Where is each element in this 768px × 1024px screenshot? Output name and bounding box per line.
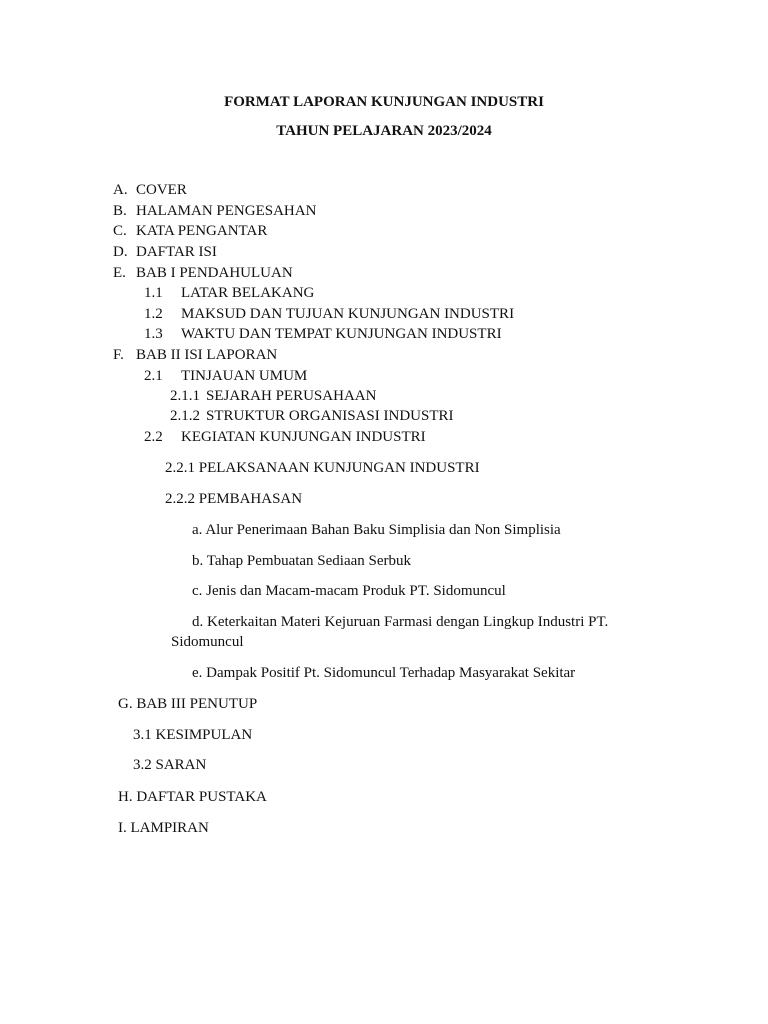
document-title: FORMAT LAPORAN KUNJUNGAN INDUSTRI — [224, 94, 544, 110]
item-text: SEJARAH PERUSAHAAN — [206, 388, 377, 404]
outline-subitem-3-2: 3.2 SARAN — [133, 757, 207, 773]
outline-item-bab-3: G. BAB III PENUTUP — [118, 696, 258, 712]
item-text: MAKSUD DAN TUJUAN KUNJUNGAN INDUSTRI — [181, 306, 515, 322]
item-text: COVER — [136, 182, 187, 198]
pembahasan-point-d: d. Keterkaitan Materi Kejuruan Farmasi dengan Lingkup Industri PT. — [192, 614, 609, 630]
item-text: TINJAUAN UMUM — [181, 368, 308, 384]
item-text: WAKTU DAN TEMPAT KUNJUNGAN INDUSTRI — [181, 326, 502, 342]
pembahasan-point-d-continuation: Sidomuncul — [171, 634, 244, 650]
item-marker: E. — [113, 265, 126, 281]
item-marker: 2.1 — [144, 368, 163, 384]
outline-item-daftar-pustaka: H. DAFTAR PUSTAKA — [118, 789, 267, 805]
pembahasan-point-a: a. Alur Penerimaan Bahan Baku Simplisia dan Non Simplisia — [192, 522, 561, 538]
item-marker: 2.1.2 — [170, 408, 200, 424]
item-marker: 1.1 — [144, 285, 163, 301]
item-marker: A. — [113, 182, 128, 198]
item-marker: C. — [113, 223, 127, 239]
item-marker: 2.2 — [144, 429, 163, 445]
item-marker: 1.2 — [144, 306, 163, 322]
item-marker: D. — [113, 244, 128, 260]
item-text: STRUKTUR ORGANISASI INDUSTRI — [206, 408, 454, 424]
document-subtitle: TAHUN PELAJARAN 2023/2024 — [276, 123, 492, 139]
outline-subitem-3-1: 3.1 KESIMPULAN — [133, 727, 253, 743]
pembahasan-point-c: c. Jenis dan Macam-macam Produk PT. Sidomuncul — [192, 583, 506, 599]
item-marker: 1.3 — [144, 326, 163, 342]
item-text: HALAMAN PENGESAHAN — [136, 203, 317, 219]
pembahasan-point-b: b. Tahap Pembuatan Sediaan Serbuk — [192, 553, 412, 569]
item-marker: F. — [113, 347, 124, 363]
item-text: KEGIATAN KUNJUNGAN INDUSTRI — [181, 429, 426, 445]
outline-item-lampiran: I. LAMPIRAN — [118, 820, 209, 836]
item-text: DAFTAR ISI — [136, 244, 217, 260]
outline-subitem-2-2-1: 2.2.1 PELAKSANAAN KUNJUNGAN INDUSTRI — [165, 460, 480, 476]
outline-subitem-2-2-2: 2.2.2 PEMBAHASAN — [165, 491, 303, 507]
pembahasan-point-e: e. Dampak Positif Pt. Sidomuncul Terhadap Masyarakat Sekitar — [192, 665, 576, 681]
item-marker: B. — [113, 203, 127, 219]
item-marker: 2.1.1 — [170, 388, 200, 404]
item-text: LATAR BELAKANG — [181, 285, 315, 301]
item-text: BAB II ISI LAPORAN — [136, 347, 278, 363]
item-text: KATA PENGANTAR — [136, 223, 268, 239]
item-text: BAB I PENDAHULUAN — [136, 265, 293, 281]
